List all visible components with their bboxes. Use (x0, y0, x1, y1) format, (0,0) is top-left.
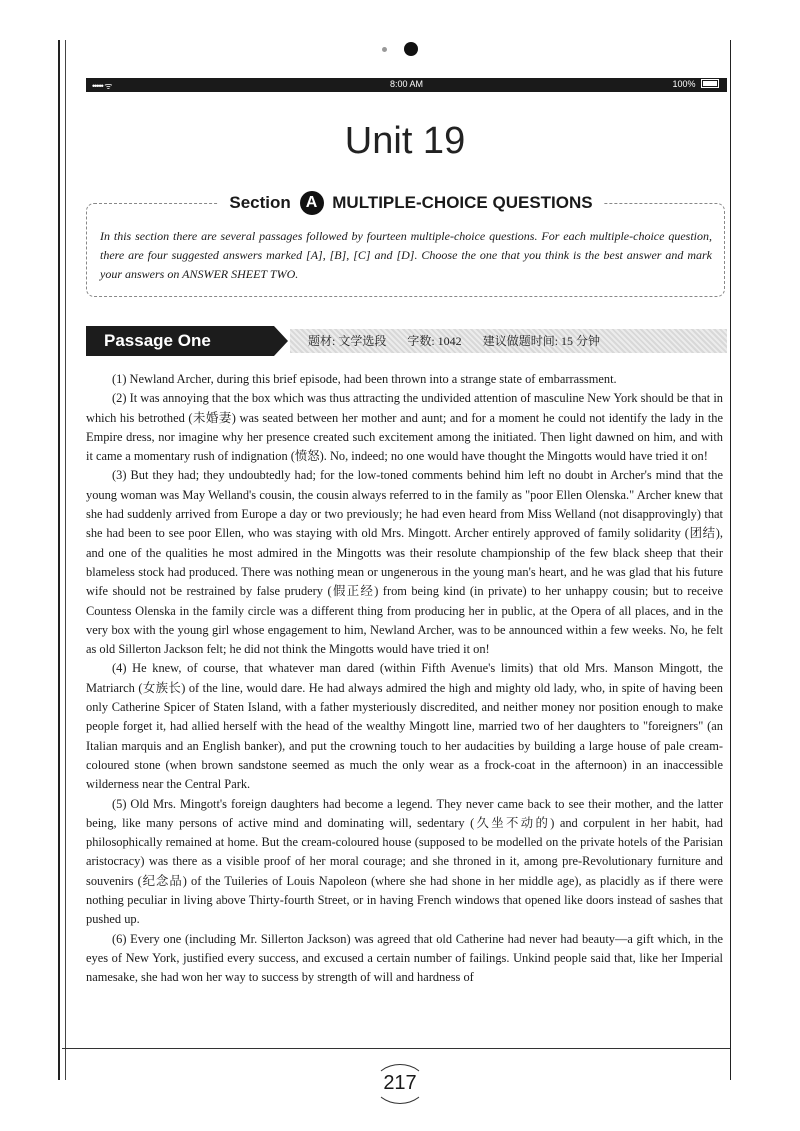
paragraph: (6) Every one (including Mr. Sillerton Jackson) was agreed that old Catherine had never had beauty—a gift which, in the eyes of New York, justified every success, and excused a certain number of failings. Unkind people said that, like her Imperial namesake, she had won her way to success by strength of will and hardness of (86, 931, 723, 985)
page-frame-left-inner (65, 40, 66, 1080)
section-title: MULTIPLE-CHOICE QUESTIONS (332, 193, 593, 212)
battery-status (672, 79, 719, 89)
battery-icon (701, 79, 719, 88)
paragraph: (2) It was annoying that the box which was thus attracting the undivided attention of masculine New York should be that in which his betrothed (未婚妻) was seated between her mother and aunt; and for a moment he could not identify the lady in the Empire dress, nor imagine why her presence created such excitement among the initiated. Then light dawned on him, and with it came a momentary rush of indignation (愤怒). No, indeed; no one would have thought the Mingotts would have tried it on! (86, 391, 723, 464)
camera-icon (404, 42, 418, 56)
section-heading (86, 191, 736, 215)
status-time: 8:00 AM (389, 79, 424, 89)
section-instructions: In this section there are several passages followed by fourteen multiple-choice questions. For each multiple-choice question, there are four suggested answers marked [A], [B], [C] and [D]. Choose the one that you think is the best answer and mark your answers on ANSWER SHEET TWO. (100, 229, 712, 281)
paragraph: (5) Old Mrs. Mingott's foreign daughters had become a legend. They never came back to see their mother, and the latter being, like many persons of active mind and dominating will, sedentary (久坐不动的) and corpulent in her habit, had philosophically remained at home. But the cream-coloured house (supposed to be modelled on the private hotels of the Parisian aristocracy) was there as a visible proof of her moral courage; and she throned in it, among pre-Revolutionary furniture and souvenirs (纪念品) of the Tuileries of Louis Napoleon (where she had shone in her middle age), as placidly as if there were nothing peculiar in living above Thirty-fourth Street, or in having French windows that opened like doors instead of sashes that pushed up. (86, 796, 723, 927)
paragraph: (3) But they had; they undoubtedly had; for the low-toned comments behind him left no doubt in Archer's mind that the young woman was May Welland's cousin, the cousin always referred to in the family as "poor Ellen Olenska." Archer knew that she had suddenly arrived from Europe a day or two previously; he had even heard from Miss Welland (not disapprovingly) that she had been to see poor Ellen, who was staying with old Mrs. Mingott. Archer entirely approved of family solidarity (团结), and one of the qualities he most admired in the Mingotts was their resolute championship of the few black sheep that their blameless stock had produced. There was nothing mean or ungenerous in the young man's heart, and he was glad that his future wife should not be restrained by false prudery (假正经) from being kind (in private) to her unhappy cousin; but to receive Countess Olenska in the family circle was a different thing from producing her in public, at the Opera of all places, and in the very box with the young girl whose engagement to him, Newland Archer, was to be announced within a few weeks. No, he felt as old Sillerton Jackson felt; he did not think the Mingotts would have tried it on! (86, 468, 723, 657)
passage-suggested-time: 建议做题时间: 15 分钟 (482, 334, 601, 348)
passage-word-count: 字数: 1042 (407, 334, 462, 348)
passage-label: Passage One (86, 326, 274, 356)
passage-arrow-icon (274, 326, 288, 356)
passage-body (86, 370, 723, 988)
unit-title: Unit 19 (344, 120, 466, 162)
page-frame-bottom (62, 1048, 730, 1049)
paragraph: (1) Newland Archer, during this brief episode, had been thrown into a strange state of embarrassment. (112, 372, 617, 386)
status-bar (86, 78, 727, 92)
paragraph: (4) He knew, of course, that whatever man dared (within Fifth Avenue's limits) that old Mrs. Manson Mingott, the Matriarch (女族长) of the line, would dare. He had always admired the high and mighty old lady, who, in spite of having been only Catherine Spicer of Staten Island, with a father mysteriously discredited, and neither money nor position enough to make people forget it, had allied herself with the head of the wealthy Mingott line, married two of her daughters to "foreigners" (an Italian marquis and an English banker), and put the crowning touch to her audacities by building a large house of pale cream-coloured stone (when brown sandstone seemed as much the only wear as a frock-coat in the afternoon) in an inaccessible wilderness near the Central Park. (86, 661, 723, 792)
passage-banner (86, 326, 727, 356)
page-number: 217 (383, 1072, 417, 1094)
section-letter-badge: A (300, 191, 324, 215)
battery-percent: 100% (672, 79, 696, 89)
passage-topic: 题材: 文学选段 (308, 334, 387, 348)
page-frame-left (58, 40, 60, 1080)
section-word: Section (229, 193, 291, 212)
sensor-dot-icon (382, 47, 387, 52)
passage-meta (290, 329, 727, 353)
signal-wifi-icon: ••••• ᯤ (92, 81, 112, 91)
